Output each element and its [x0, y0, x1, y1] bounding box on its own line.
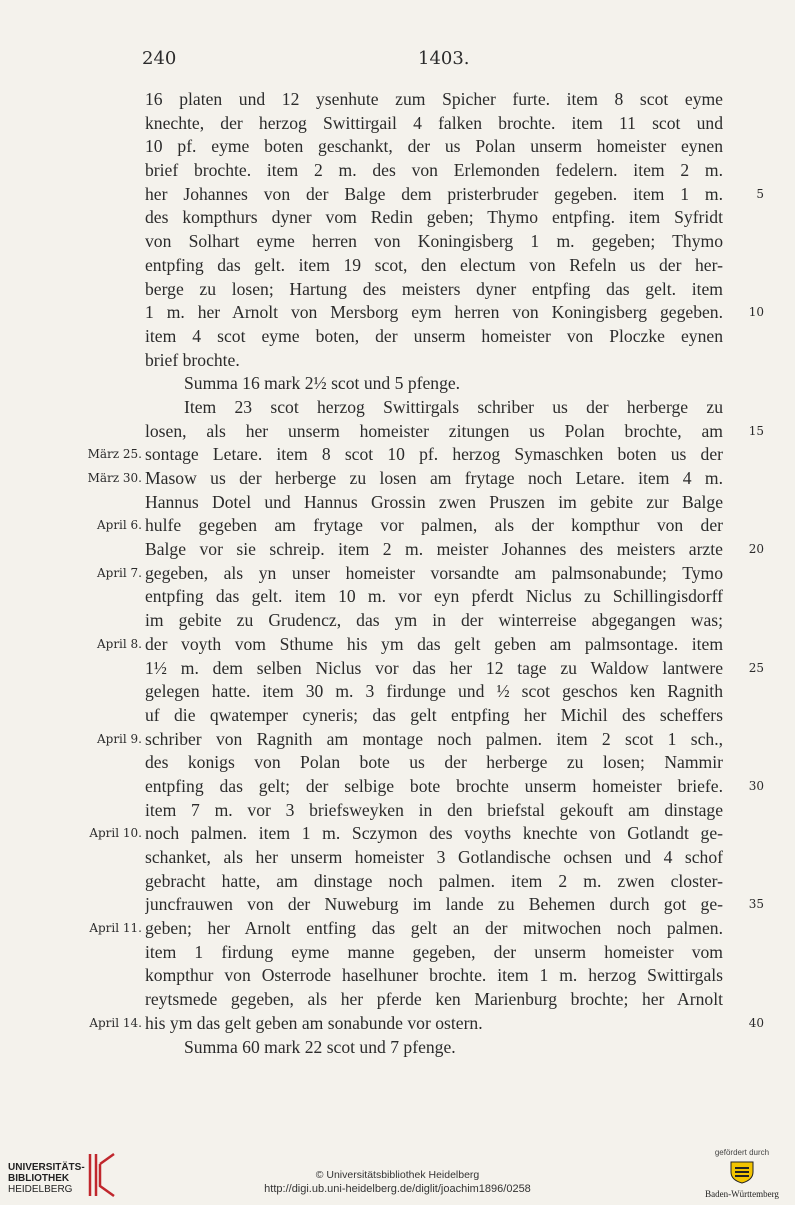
line-text: schanket, als her unserm homeister 3 Gotlandische ochsen und 4 schof — [145, 847, 723, 867]
text-line — [0, 467, 795, 491]
text-line — [0, 846, 795, 870]
text-line — [0, 893, 795, 917]
line-number: 15 — [748, 423, 764, 438]
page-number: 240 — [142, 48, 177, 69]
line-text: Summa 16 mark 2½ scot und 5 pfenge. — [184, 373, 461, 394]
library-name-line-1: UNIVERSITÄTS- — [8, 1162, 85, 1173]
text-line — [0, 325, 795, 349]
permalink[interactable]: http://digi.ub.uni-heidelberg.de/diglit/joachim1896/0258 — [264, 1183, 531, 1195]
text-line — [0, 1036, 795, 1060]
line-number: 10 — [748, 305, 764, 320]
text-line — [0, 799, 795, 823]
line-text: Balge vor sie schreip. item 2 m. meister Johannes des meisters arzte — [145, 539, 723, 560]
margin-date: April 7. — [96, 565, 142, 580]
line-text: gelegen hatte. item 30 m. 3 firdunge und ½ scot geschos ken Ragnith — [145, 681, 723, 702]
body-text — [0, 88, 795, 1059]
line-text: kompthur von Osterrode haselhuner brochte. item 1 m. herzog Swittirgals — [145, 965, 723, 986]
line-text: brief brochte. item 2 m. des von Erlemonden fedelern. item 2 m. — [145, 160, 723, 181]
line-text: his ym das gelt geben am sonabunde vor ostern. — [145, 1012, 483, 1033]
running-year: 1403. — [418, 48, 470, 69]
margin-date: April 10. — [89, 826, 142, 841]
line-text: entpfing das gelt; der selbige bote brochte unserm homeister briefe. — [145, 775, 723, 796]
line-text: 1½ m. dem selben Niclus vor das her 12 tage zu Waldow lantwere — [145, 657, 723, 678]
line-text: reytsmede gegeben, als her pferde ken Marienburg brochte; her Arnolt — [145, 989, 723, 1010]
margin-date: April 8. — [96, 636, 142, 651]
text-line — [0, 775, 795, 799]
text-line — [0, 420, 795, 444]
text-line — [0, 870, 795, 894]
text-line — [0, 206, 795, 230]
line-text: Item 23 scot herzog Swittirgals schriber us der herberge zu — [184, 396, 723, 417]
line-text: gegeben, als yn unser homeister vorsandte am palmsonabunde; Tymo — [145, 562, 723, 583]
margin-date: April 6. — [96, 518, 142, 533]
text-line — [0, 254, 795, 278]
line-text: 10 pf. eyme boten geschankt, der us Polan unserm homeister eynen — [145, 136, 723, 157]
text-line — [0, 1012, 795, 1036]
text-line — [0, 491, 795, 515]
line-text: der voyth vom Sthume his ym das gelt geben am palmsontage. item — [145, 633, 723, 654]
line-text: juncfrauwen von der Nuweburg im lande zu Behemen durch got ge- — [145, 894, 723, 915]
line-text: entpfing das gelt. item 10 m. vor eyn pferdt Niclus zu Schillingisdorff — [145, 586, 723, 607]
text-line — [0, 751, 795, 775]
text-line — [0, 349, 795, 373]
line-text: entpfing das gelt. item 19 scot, den electum von Refeln us der her- — [145, 254, 723, 275]
line-text: item 7 m. vor 3 briefsweyken in den briefstal gekouft am dinstage — [145, 799, 723, 820]
line-text: schriber von Ragnith am montage noch palmen. item 2 scot 1 sch., — [145, 728, 723, 749]
library-logo[interactable] — [8, 1148, 128, 1200]
text-line — [0, 230, 795, 254]
line-number: 30 — [748, 778, 764, 793]
line-text: des konigs von Polan bote us der herberge zu losen; Nammir — [145, 752, 723, 773]
line-number: 35 — [748, 897, 764, 912]
text-line — [0, 585, 795, 609]
line-text: von Solhart eyme herren von Koningisberg 1 m. gegeben; Thymo — [145, 231, 723, 252]
line-text: item 1 firdung eyme manne gegeben, der unserm homeister vom — [145, 941, 723, 962]
funder-badge[interactable] — [695, 1148, 789, 1204]
text-line — [0, 917, 795, 941]
copyright-notice: © Universitätsbibliothek Heidelberg — [315, 1169, 480, 1181]
funded-by-label: gefördert durch — [714, 1148, 770, 1157]
line-number: 40 — [748, 1015, 764, 1030]
line-text: Hannus Dotel und Hannus Grossin zwen Pruszen im gebite zur Balge — [145, 491, 723, 512]
text-line — [0, 112, 795, 136]
text-line — [0, 301, 795, 325]
text-line — [0, 562, 795, 586]
text-line — [0, 633, 795, 657]
line-number: 5 — [756, 186, 764, 201]
text-line — [0, 443, 795, 467]
line-text: berge zu losen; Hartung des meisters dyner entpfing das gelt. item — [145, 278, 723, 299]
line-text: knechte, der herzog Swittirgail 4 falken brochte. item 11 scot und — [145, 112, 723, 133]
margin-date: April 14. — [89, 1015, 142, 1030]
library-name — [8, 1162, 85, 1195]
line-text: Masow us der herberge zu losen am frytage noch Letare. item 4 m. — [145, 468, 723, 488]
text-line — [0, 88, 795, 112]
line-text: noch palmen. item 1 m. Sczymon des voyths knechte von Gotlandt ge- — [145, 823, 723, 844]
line-number: 20 — [748, 542, 764, 557]
line-text: 16 platen und 12 ysenhute zum Spicher furte. item 8 scot eyme — [145, 89, 723, 109]
text-line — [0, 988, 795, 1012]
text-line — [0, 704, 795, 728]
text-line — [0, 964, 795, 988]
line-text: 1 m. her Arnolt von Mersborg eym herren von Koningisberg gegeben. — [145, 302, 723, 323]
text-line — [0, 728, 795, 752]
text-line — [0, 941, 795, 965]
line-text: uf die qwatemper cyneris; das gelt entpfing her Michil des scheffers — [145, 704, 723, 725]
line-text: Summa 60 mark 22 scot und 7 pfenge. — [184, 1036, 456, 1057]
library-name-line-2: BIBLIOTHEK — [8, 1173, 70, 1184]
text-line — [0, 822, 795, 846]
line-text: losen, als her unserm homeister zitungen us Polan brochte, am — [145, 420, 723, 441]
line-text: gebracht hatte, am dinstage noch palmen. item 2 m. zwen closter- — [145, 870, 723, 891]
page-header — [0, 48, 795, 72]
margin-date: April 9. — [96, 731, 142, 746]
line-text: item 4 scot eyme boten, der unserm homeister von Ploczke eynen — [145, 325, 723, 346]
text-line — [0, 538, 795, 562]
text-line — [0, 278, 795, 302]
text-line — [0, 159, 795, 183]
text-line — [0, 135, 795, 159]
line-text: sontage Letare. item 8 scot 10 pf. herzog Symaschken boten us der — [145, 444, 723, 465]
line-text: geben; her Arnolt entfing das gelt an der mitwochen noch palmen. — [145, 918, 723, 939]
text-line — [0, 680, 795, 704]
line-text: brief brochte. — [145, 349, 240, 370]
line-number: 25 — [748, 660, 764, 675]
line-text: des kompthurs dyner vom Redin geben; Thymo entpfing. item Syfridt — [145, 207, 723, 228]
text-line — [0, 609, 795, 633]
funder-name: Baden-Württemberg — [705, 1189, 779, 1199]
margin-date: März 30. — [87, 471, 142, 485]
margin-date: März 25. — [87, 447, 142, 462]
text-line — [0, 514, 795, 538]
text-line — [0, 372, 795, 396]
library-emblem-icon — [86, 1152, 118, 1198]
library-name-line-3: HEIDELBERG — [8, 1184, 73, 1195]
text-line — [0, 396, 795, 420]
margin-date: April 11. — [89, 921, 142, 936]
line-text: im gebite zu Grudencz, das ym in der winterreise abgegangen was; — [145, 610, 723, 631]
state-crest-icon — [728, 1160, 756, 1184]
footer — [0, 1140, 795, 1205]
text-line — [0, 183, 795, 207]
line-text: hulfe gegeben am frytage vor palmen, als der kompthur von der — [145, 515, 723, 536]
text-line — [0, 657, 795, 681]
line-text: her Johannes von der Balge dem pristerbruder gegeben. item 1 m. — [145, 183, 723, 204]
